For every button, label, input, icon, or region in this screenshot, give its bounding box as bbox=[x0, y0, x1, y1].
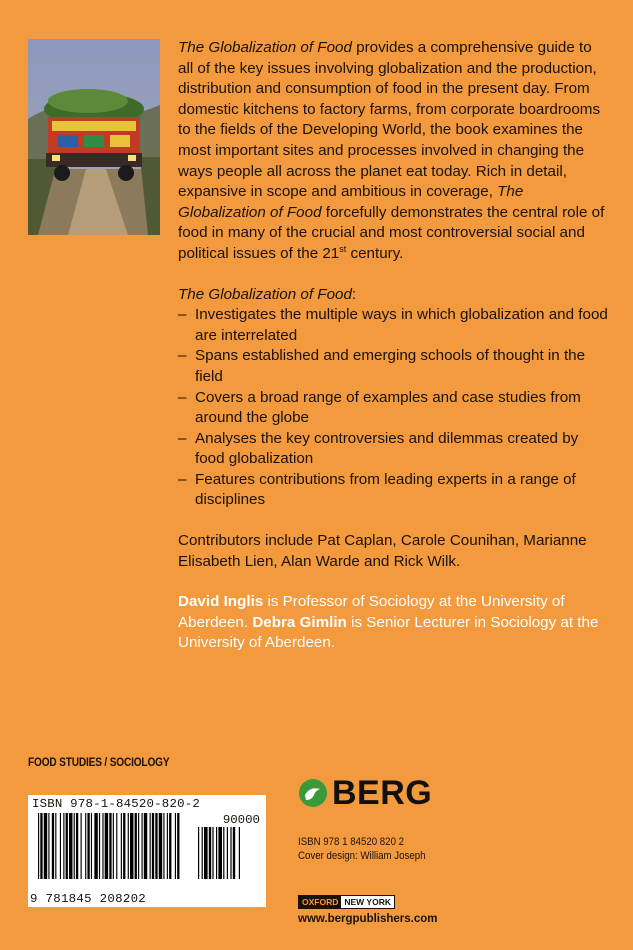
features-heading: The Globalization of Food: bbox=[178, 285, 357, 303]
barcode bbox=[28, 795, 266, 907]
back-cover-text bbox=[178, 38, 608, 654]
isbn-small: ISBN 978 1 84520 820 2 bbox=[298, 836, 405, 848]
category-label: FOOD STUDIES / SOCIOLOGY bbox=[28, 757, 170, 769]
feature-item: – Investigates the multiple ways in which globalization and food are interrelated bbox=[178, 305, 608, 346]
barcode-bars bbox=[38, 813, 260, 889]
book-title-italic: The Globalization of Food bbox=[178, 39, 352, 56]
isbn-label: ISBN 978-1-84520-820-2 bbox=[32, 797, 200, 811]
berg-emblem-icon bbox=[298, 778, 328, 808]
cover-photo bbox=[28, 39, 160, 235]
feature-item: – Analyses the key controversies and dilemmas created by food globalization bbox=[178, 429, 608, 470]
feature-list bbox=[178, 305, 608, 511]
feature-item: – Covers a broad range of examples and case studies from around the globe bbox=[178, 388, 608, 429]
feature-item: – Spans established and emerging schools of thought in the field bbox=[178, 346, 608, 387]
contributors-text: Contributors include Pat Caplan, Carole Counihan, Marianne Elisabeth Lien, Alan Warde and Rick Wilk. bbox=[178, 532, 587, 570]
cover-design-credit: Cover design: William Joseph bbox=[298, 849, 426, 862]
book-title-italic: The Globalization of Food bbox=[178, 183, 524, 221]
publisher-name: BERG bbox=[332, 774, 433, 812]
publisher-logo bbox=[298, 774, 433, 812]
publication-info bbox=[298, 836, 426, 863]
author-name: Debra Gimlin bbox=[252, 613, 347, 631]
publisher-website: www.bergpublishers.com bbox=[298, 913, 438, 925]
author-bio: David Inglis is Professor of Sociology at the University of Aberdeen. Debra Gimlin is Senior Lecturer in Sociology at the University of Aberdeen. bbox=[178, 593, 599, 652]
price-code: 90000 bbox=[222, 813, 260, 827]
barcode-digits: 9 781845 208202 bbox=[30, 892, 147, 906]
feature-item: – Features contributions from leading experts in a range of disciplines bbox=[178, 470, 608, 511]
description: The Globalization of Food provides a comprehensive guide to all of the key issues involving globalization and the production, distribution and consumption of food in the present day. From domestic kitchens to factory farms, from corporate boardrooms to the fields of the Developing World, the book examines the most important sites and processes involved in changing the ways people all across the planet eat today. Rich in detail, expansive in scope and ambitious in coverage, The Globalization of Food forcefully demonstrates the central role of food in many of the crucial and most controversial social and political issues of the 21st century. bbox=[178, 39, 605, 262]
author-name: David Inglis bbox=[178, 593, 264, 611]
oxford-newyork-badge: OXFORD NEW YORK bbox=[298, 895, 395, 909]
decorated-truck-photo bbox=[28, 39, 160, 235]
